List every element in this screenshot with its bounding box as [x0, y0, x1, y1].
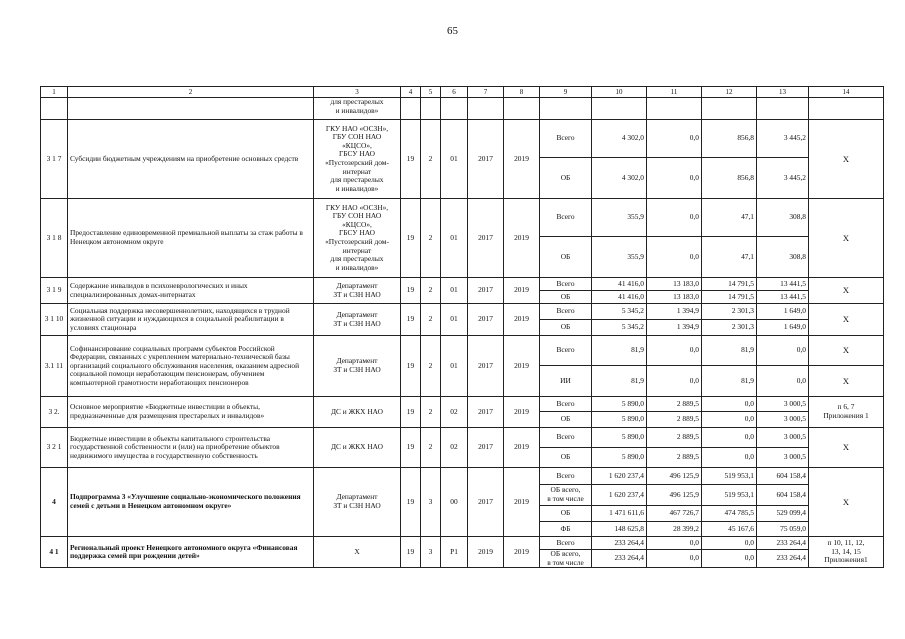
year-2018-value: 0,0 — [702, 550, 757, 568]
col5-value: 2 — [421, 199, 441, 278]
col4-value: 19 — [401, 120, 421, 199]
header-row — [41, 87, 884, 98]
year-2018-value: 519 953,1 — [702, 468, 757, 485]
total-value: 5 890,0 — [592, 412, 647, 428]
total-value: 1 471 611,6 — [592, 506, 647, 522]
year-2017-value: 0,0 — [647, 366, 702, 397]
row-title: Социальная поддержка несовершеннолетних, находящихся в трудной жизненной ситуации и нуждающихся в социальной реабилитации в условиях стационара — [68, 304, 314, 336]
year-2017-value: 2 889,5 — [647, 412, 702, 428]
col4-value: 19 — [401, 199, 421, 278]
table-row — [41, 336, 884, 366]
funding-source: ОБ — [540, 448, 592, 468]
year-2018-value: 47,1 — [702, 199, 757, 237]
total-value: 355,9 — [592, 199, 647, 237]
year-2017-value: 13 183,0 — [647, 291, 702, 304]
year-2018-value: 81,9 — [702, 336, 757, 366]
year-2018-value: 519 953,1 — [702, 485, 757, 506]
total-value: 1 620 237,4 — [592, 485, 647, 506]
table-row — [41, 199, 884, 237]
col5-value: 2 — [421, 120, 441, 199]
year-2019-value: 308,8 — [757, 199, 809, 237]
header-cell: 13 — [757, 87, 809, 98]
total-value: 81,9 — [592, 366, 647, 397]
end-year: 2019 — [504, 397, 540, 428]
end-year: 2019 — [504, 336, 540, 397]
reference-cell: X — [809, 366, 884, 397]
total-value: 1 620 237,4 — [592, 468, 647, 485]
total-value: 233 264,4 — [592, 537, 647, 550]
funding-source: Всего — [540, 397, 592, 412]
reference-cell: п 6, 7 Приложения 1 — [809, 397, 884, 428]
reference-cell: X — [809, 304, 884, 336]
row-title: Предоставление единовременной премиальной выплаты за стаж работы в Ненецком автономном округе — [68, 199, 314, 278]
start-year: 2017 — [468, 428, 504, 468]
col6-value: 02 — [441, 397, 468, 428]
header-cell: 4 — [401, 87, 421, 98]
funding-source: Всего — [540, 120, 592, 158]
table-row — [41, 537, 884, 550]
year-2017-value: 0,0 — [647, 336, 702, 366]
col4-value: 19 — [401, 304, 421, 336]
year-2019-value: 529 099,4 — [757, 506, 809, 522]
year-2017-value: 0,0 — [647, 120, 702, 158]
row-code: 3 1 8 — [41, 199, 68, 278]
col6-value: 01 — [441, 336, 468, 397]
start-year: 2017 — [468, 304, 504, 336]
col5-value: 3 — [421, 537, 441, 568]
start-year: 2017 — [468, 199, 504, 278]
program-table — [40, 86, 884, 568]
row-executor: ДС и ЖКХ НАО — [314, 397, 401, 428]
row-title: Основное мероприятие «Бюджетные инвестиции в объекты, предназначенные для размещения престарелых и инвалидов» — [68, 397, 314, 428]
col5-value: 2 — [421, 336, 441, 397]
total-value: 5 890,0 — [592, 397, 647, 412]
total-value: 5 345,2 — [592, 304, 647, 320]
year-2019-value: 13 441,5 — [757, 291, 809, 304]
year-2019-value: 233 264,4 — [757, 537, 809, 550]
year-2017-value: 0,0 — [647, 537, 702, 550]
table-row — [41, 278, 884, 291]
row-executor: X — [314, 537, 401, 568]
year-2017-value: 28 399,2 — [647, 522, 702, 537]
total-value: 4 302,0 — [592, 120, 647, 158]
start-year: 2017 — [468, 120, 504, 199]
year-2019-value: 3 000,5 — [757, 412, 809, 428]
row-title: Бюджетные инвестиции в объекты капитального строительства государственной собственности и (или) на приобретение объектов недвижимого имущества в государственную собственность — [68, 428, 314, 468]
header-cell: 3 — [314, 87, 401, 98]
total-value: 233 264,4 — [592, 550, 647, 568]
year-2017-value: 13 183,0 — [647, 278, 702, 291]
table-row — [41, 397, 884, 412]
funding-source: Всего — [540, 468, 592, 485]
year-2018-value: 474 785,5 — [702, 506, 757, 522]
col4-value: 19 — [401, 428, 421, 468]
funding-source: ОБ — [540, 291, 592, 304]
funding-source: ОБ — [540, 237, 592, 278]
funding-source: ФБ — [540, 522, 592, 537]
table-row — [41, 428, 884, 448]
row-executor: Департамент ЗТ и СЗН НАО — [314, 336, 401, 397]
page-number: 65 — [447, 25, 458, 37]
total-value: 5 345,2 — [592, 320, 647, 336]
year-2018-value: 14 791,5 — [702, 278, 757, 291]
year-2017-value: 0,0 — [647, 550, 702, 568]
end-year: 2019 — [504, 278, 540, 304]
row-code: 3.1 11 — [41, 336, 68, 397]
header-cell: 1 — [41, 87, 68, 98]
reference-cell: X — [809, 278, 884, 304]
col4-value: 19 — [401, 397, 421, 428]
row-executor: ГКУ НАО «ОСЗН», ГБУ СОН НАО «КЦСО», ГБСУ НАО «Пустозерский дом- интернат для престарелых и инвалидов» — [314, 199, 401, 278]
total-value: 148 625,8 — [592, 522, 647, 537]
col5-value: 2 — [421, 304, 441, 336]
year-2017-value: 2 889,5 — [647, 397, 702, 412]
funding-source: ОБ всего, в том числе — [540, 485, 592, 506]
col6-value: 02 — [441, 428, 468, 468]
start-year: 2017 — [468, 278, 504, 304]
year-2019-value: 3 000,5 — [757, 448, 809, 468]
year-2018-value: 81,9 — [702, 366, 757, 397]
row-title: Субсидии бюджетным учреждениям на приобретение основных средств — [68, 120, 314, 199]
total-value: 41 416,0 — [592, 278, 647, 291]
total-value: 5 890,0 — [592, 428, 647, 448]
row-title: Региональный проект Ненецкого автономного округа «Финансовая поддержка семей при рождении детей» — [68, 537, 314, 568]
col4-value: 19 — [401, 537, 421, 568]
row-code: 3 1 9 — [41, 278, 68, 304]
start-year: 2019 — [468, 537, 504, 568]
col4-value: 19 — [401, 278, 421, 304]
reference-cell: X — [809, 120, 884, 199]
year-2019-value: 308,8 — [757, 237, 809, 278]
reference-cell: п 10, 11, 12, 13, 14, 15 Приложения1 — [809, 537, 884, 568]
funding-source: ОБ — [540, 412, 592, 428]
end-year: 2019 — [504, 537, 540, 568]
funding-source: ОБ — [540, 506, 592, 522]
header-cell: 2 — [68, 87, 314, 98]
reference-cell: X — [809, 428, 884, 468]
col6-value: 01 — [441, 199, 468, 278]
year-2018-value: 0,0 — [702, 448, 757, 468]
row-executor: Департамент ЗТ и СЗН НАО — [314, 468, 401, 537]
col5-value: 2 — [421, 278, 441, 304]
header-cell: 14 — [809, 87, 884, 98]
header-cell: 11 — [647, 87, 702, 98]
end-year: 2019 — [504, 304, 540, 336]
row-code: 4 — [41, 468, 68, 537]
year-2019-value: 1 649,0 — [757, 320, 809, 336]
col5-value: 2 — [421, 397, 441, 428]
funding-source: ОБ — [540, 158, 592, 199]
year-2019-value: 1 649,0 — [757, 304, 809, 320]
funding-source: Всего — [540, 537, 592, 550]
row-code: 3 2. — [41, 397, 68, 428]
year-2018-value: 47,1 — [702, 237, 757, 278]
year-2017-value: 2 889,5 — [647, 428, 702, 448]
start-year: 2017 — [468, 468, 504, 537]
total-value: 5 890,0 — [592, 448, 647, 468]
row-code: 3 1 10 — [41, 304, 68, 336]
funding-source: Всего — [540, 336, 592, 366]
year-2019-value: 0,0 — [757, 366, 809, 397]
header-cell: 9 — [540, 87, 592, 98]
year-2018-value: 2 301,3 — [702, 304, 757, 320]
year-2017-value: 496 125,9 — [647, 485, 702, 506]
table-row — [41, 304, 884, 320]
total-value: 81,9 — [592, 336, 647, 366]
year-2018-value: 0,0 — [702, 428, 757, 448]
col6-value: 00 — [441, 468, 468, 537]
row-executor: Департамент ЗТ и СЗН НАО — [314, 278, 401, 304]
start-year: 2017 — [468, 397, 504, 428]
col5-value: 3 — [421, 468, 441, 537]
year-2019-value: 13 441,5 — [757, 278, 809, 291]
end-year: 2019 — [504, 199, 540, 278]
year-2019-value: 604 158,4 — [757, 468, 809, 485]
year-2018-value: 2 301,3 — [702, 320, 757, 336]
year-2019-value: 604 158,4 — [757, 485, 809, 506]
header-cell: 7 — [468, 87, 504, 98]
year-2018-value: 14 791,5 — [702, 291, 757, 304]
start-year: 2017 — [468, 336, 504, 397]
header-cell: 5 — [421, 87, 441, 98]
year-2017-value: 496 125,9 — [647, 468, 702, 485]
funding-source: ОБ всего, в том числе — [540, 550, 592, 568]
year-2017-value: 0,0 — [647, 199, 702, 237]
funding-source: Всего — [540, 428, 592, 448]
row-title: Софинансирование социальных программ субъектов Российской Федерации, связанных с укреплением материально-технической базы организаций социального обслуживания населения, оказанием адресной социальной помощи неработающим пенсионерам, обучением компьютерной грамотности неработающих пенсионеров — [68, 336, 314, 397]
reference-cell: X — [809, 468, 884, 537]
header-cell: 6 — [441, 87, 468, 98]
col6-value: 01 — [441, 278, 468, 304]
funding-source: ОБ — [540, 320, 592, 336]
end-year: 2019 — [504, 428, 540, 468]
row-code: 3 1 7 — [41, 120, 68, 199]
header-cell: 12 — [702, 87, 757, 98]
executor-cell: для престарелых и инвалидов» — [314, 98, 401, 120]
col4-value: 19 — [401, 468, 421, 537]
year-2017-value: 1 394,9 — [647, 304, 702, 320]
reference-cell: X — [809, 336, 884, 366]
row-executor: Департамент ЗТ и СЗН НАО — [314, 304, 401, 336]
funding-source: Всего — [540, 304, 592, 320]
row-code: 4 1 — [41, 537, 68, 568]
year-2019-value: 3 445,2 — [757, 158, 809, 199]
col6-value: 01 — [441, 304, 468, 336]
funding-source: Всего — [540, 199, 592, 237]
row-title: Содержание инвалидов в психоневрологических и иных специализированных домах-интернатах — [68, 278, 314, 304]
year-2019-value: 3 000,5 — [757, 397, 809, 412]
funding-source: ИИ — [540, 366, 592, 397]
year-2019-value: 0,0 — [757, 336, 809, 366]
year-2017-value: 1 394,9 — [647, 320, 702, 336]
row-title: Подпрограмма 3 «Улучшение социально-экономического положения семей с детьми в Ненецком автономном округе» — [68, 468, 314, 537]
funding-source: Всего — [540, 278, 592, 291]
year-2017-value: 0,0 — [647, 237, 702, 278]
total-value: 355,9 — [592, 237, 647, 278]
header-cell: 8 — [504, 87, 540, 98]
row-executor: ДС и ЖКХ НАО — [314, 428, 401, 468]
end-year: 2019 — [504, 120, 540, 199]
year-2018-value: 856,8 — [702, 120, 757, 158]
col5-value: 2 — [421, 428, 441, 468]
reference-cell: X — [809, 199, 884, 278]
table-row — [41, 120, 884, 158]
col6-value: P1 — [441, 537, 468, 568]
year-2017-value: 2 889,5 — [647, 448, 702, 468]
year-2019-value: 3 445,2 — [757, 120, 809, 158]
row-executor: ГКУ НАО «ОСЗН», ГБУ СОН НАО «КЦСО», ГБСУ НАО «Пустозерский дом- интернат для престарелых и инвалидов» — [314, 120, 401, 199]
header-cell: 10 — [592, 87, 647, 98]
year-2018-value: 45 167,6 — [702, 522, 757, 537]
table-row — [41, 468, 884, 485]
year-2017-value: 0,0 — [647, 158, 702, 199]
year-2018-value: 0,0 — [702, 537, 757, 550]
total-value: 4 302,0 — [592, 158, 647, 199]
year-2018-value: 0,0 — [702, 412, 757, 428]
year-2019-value: 75 059,0 — [757, 522, 809, 537]
col4-value: 19 — [401, 336, 421, 397]
col6-value: 01 — [441, 120, 468, 199]
year-2018-value: 856,8 — [702, 158, 757, 199]
year-2019-value: 3 000,5 — [757, 428, 809, 448]
continuation-row — [41, 98, 884, 120]
row-code: 3 2 1 — [41, 428, 68, 468]
year-2017-value: 467 726,7 — [647, 506, 702, 522]
year-2019-value: 233 264,4 — [757, 550, 809, 568]
end-year: 2019 — [504, 468, 540, 537]
year-2018-value: 0,0 — [702, 397, 757, 412]
total-value: 41 416,0 — [592, 291, 647, 304]
